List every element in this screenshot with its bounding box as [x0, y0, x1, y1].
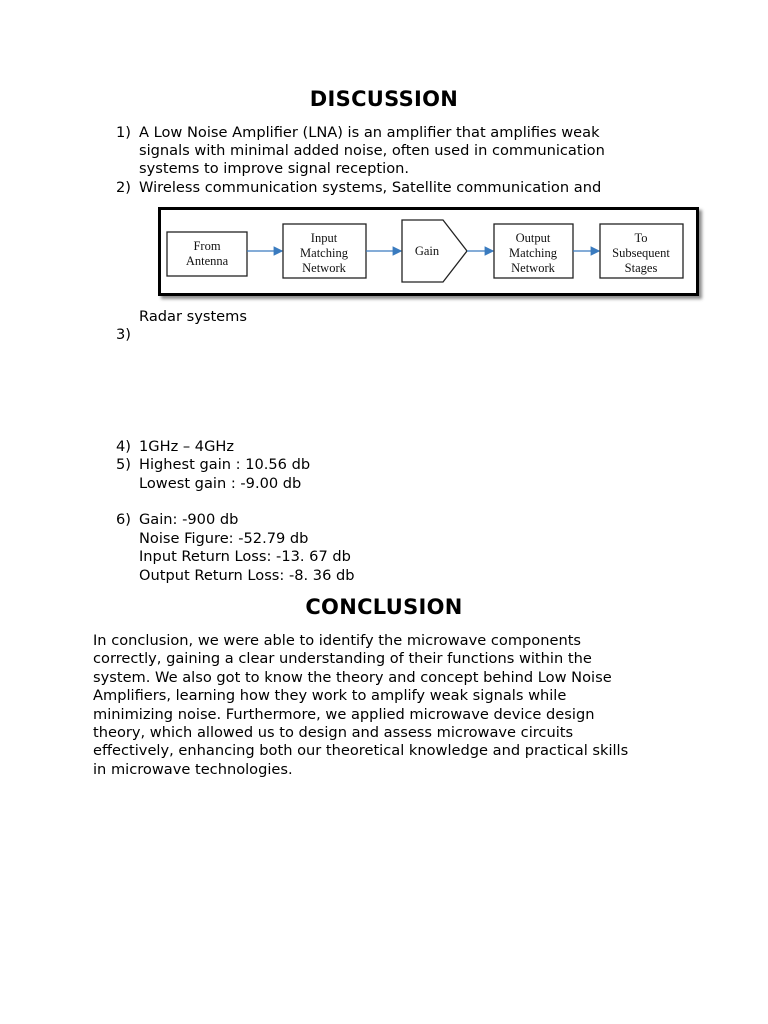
- conclusion-heading: CONCLUSION: [305, 595, 463, 619]
- discussion-heading: DISCUSSION: [309, 87, 459, 111]
- block-input-line-1: Input: [310, 231, 338, 245]
- list-number-2: 2): [116, 179, 131, 196]
- block-from-antenna-line-1: From: [193, 239, 221, 253]
- item-1-line-3: systems to improve signal reception.: [139, 160, 410, 177]
- list-number-1: 1): [116, 124, 131, 141]
- list-number-3: 3): [116, 326, 131, 343]
- list-number-4: 4): [116, 438, 131, 455]
- lna-block-diagram: [158, 207, 699, 296]
- block-input-line-2: Matching: [300, 246, 348, 260]
- block-to-line-3: Stages: [624, 261, 658, 275]
- block-output-line-2: Matching: [509, 246, 557, 260]
- block-input-line-3: Network: [302, 261, 346, 275]
- item-4-line-1: 1GHz – 4GHz: [139, 438, 235, 455]
- item-2-line-1: Wireless communication systems, Satellite communication and: [139, 179, 602, 196]
- item-1-line-2: signals with minimal added noise, often used in communication: [139, 142, 605, 159]
- conclusion-line-2: correctly, gaining a clear understanding of their functions within the: [93, 650, 592, 668]
- item-6-line-4: Output Return Loss: -8. 36 db: [139, 567, 355, 584]
- conclusion-paragraph: [93, 632, 683, 779]
- item-6-line-2: Noise Figure: -52.79 db: [139, 530, 309, 547]
- block-to-line-2: Subsequent: [612, 246, 670, 260]
- item-6-line-3: Input Return Loss: -13. 67 db: [139, 548, 351, 565]
- list-number-5: 5): [116, 456, 131, 473]
- conclusion-line-5: minimizing noise. Furthermore, we applied microwave device design: [93, 705, 595, 723]
- block-from-antenna-line-2: Antenna: [185, 254, 229, 268]
- block-output-line-3: Network: [511, 261, 555, 275]
- item-5-line-2: Lowest gain : -9.00 db: [139, 475, 302, 492]
- block-to-line-1: To: [634, 231, 648, 245]
- conclusion-line-6: theory, which allowed us to design and assess microwave circuits: [93, 724, 574, 742]
- block-output-line-1: Output: [515, 231, 551, 245]
- block-gain-label: Gain: [414, 244, 440, 258]
- conclusion-line-1: In conclusion, we were able to identify the microwave components: [93, 632, 582, 649]
- list-number-6: 6): [116, 511, 131, 528]
- item-6-line-1: Gain: -900 db: [139, 511, 239, 528]
- conclusion-line-4: Amplifiers, learning how they work to amplify weak signals while: [93, 687, 567, 705]
- item-1-line-1: A Low Noise Amplifier (LNA) is an amplifier that amplifies weak: [139, 124, 600, 141]
- item-5-line-1: Highest gain : 10.56 db: [139, 456, 311, 473]
- conclusion-line-7: effectively, enhancing both our theoretical knowledge and practical skills: [93, 742, 629, 760]
- block-diagram-svg: [161, 210, 696, 293]
- conclusion-line-3: system. We also got to know the theory and concept behind Low Noise: [93, 668, 612, 686]
- conclusion-line-8: in microwave technologies.: [93, 760, 293, 778]
- item-2-line-2: Radar systems: [139, 308, 247, 325]
